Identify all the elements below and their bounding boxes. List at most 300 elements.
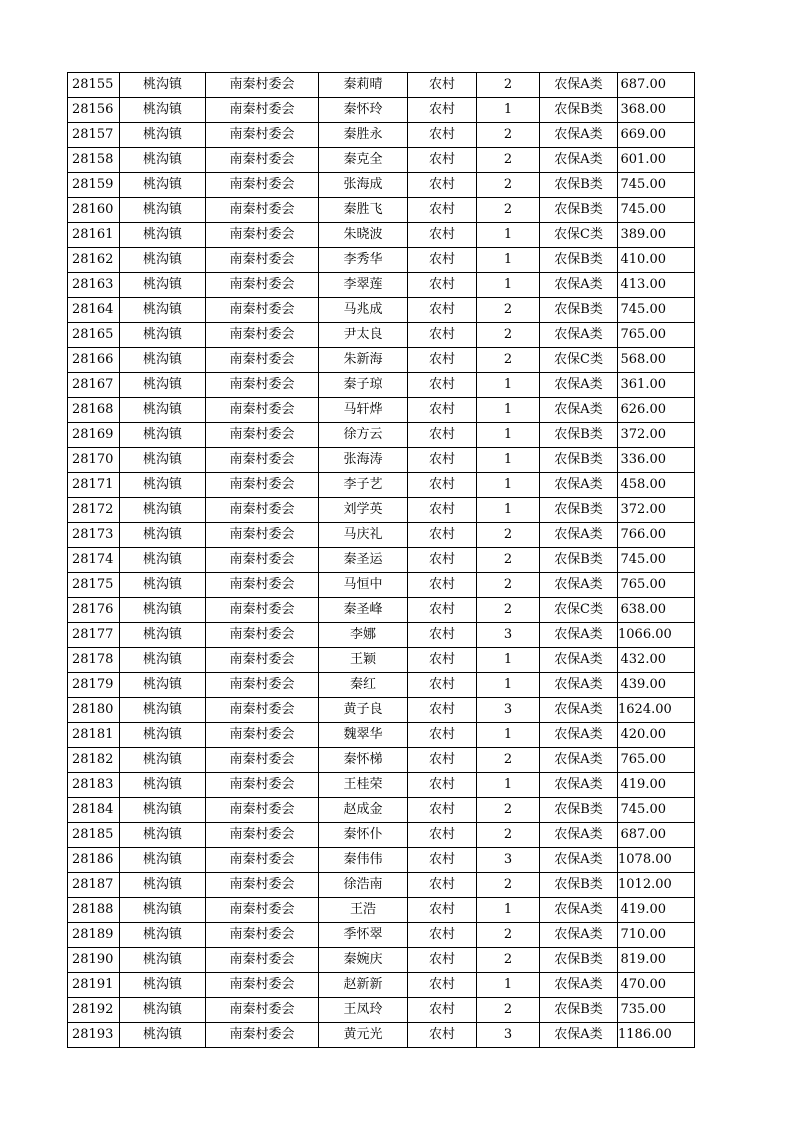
- row-type: 农村: [408, 923, 477, 948]
- row-count: 2: [477, 73, 540, 98]
- row-amount: 745.00: [618, 198, 695, 223]
- row-id: 28170: [68, 448, 120, 473]
- row-count: 2: [477, 598, 540, 623]
- row-name: 秦怀仆: [319, 823, 408, 848]
- row-id: 28183: [68, 773, 120, 798]
- row-amount: 687.00: [618, 823, 695, 848]
- row-id: 28159: [68, 173, 120, 198]
- row-village: 南秦村委会: [206, 573, 319, 598]
- roster-table: [67, 72, 695, 1048]
- row-amount: 819.00: [618, 948, 695, 973]
- row-town: 桃沟镇: [120, 523, 206, 548]
- row-town: 桃沟镇: [120, 398, 206, 423]
- row-town: 桃沟镇: [120, 223, 206, 248]
- row-town: 桃沟镇: [120, 623, 206, 648]
- row-type: 农村: [408, 148, 477, 173]
- row-count: 3: [477, 1023, 540, 1048]
- table-row: [68, 723, 695, 748]
- row-count: 1: [477, 473, 540, 498]
- table-row: [68, 373, 695, 398]
- row-amount: 1012.00: [618, 873, 695, 898]
- row-name: 赵新新: [319, 973, 408, 998]
- row-town: 桃沟镇: [120, 248, 206, 273]
- row-count: 1: [477, 773, 540, 798]
- table-row: [68, 623, 695, 648]
- row-town: 桃沟镇: [120, 898, 206, 923]
- row-type: 农村: [408, 548, 477, 573]
- row-village: 南秦村委会: [206, 423, 319, 448]
- row-amount: 1078.00: [618, 848, 695, 873]
- row-count: 1: [477, 423, 540, 448]
- row-name: 李翠莲: [319, 273, 408, 298]
- row-category: 农保A类: [540, 73, 618, 98]
- row-village: 南秦村委会: [206, 348, 319, 373]
- row-count: 2: [477, 548, 540, 573]
- table-row: [68, 498, 695, 523]
- row-town: 桃沟镇: [120, 698, 206, 723]
- row-count: 1: [477, 648, 540, 673]
- row-amount: 410.00: [618, 248, 695, 273]
- row-type: 农村: [408, 298, 477, 323]
- row-count: 2: [477, 173, 540, 198]
- row-name: 黄元光: [319, 1023, 408, 1048]
- table-row: [68, 448, 695, 473]
- row-town: 桃沟镇: [120, 548, 206, 573]
- row-id: 28191: [68, 973, 120, 998]
- row-town: 桃沟镇: [120, 123, 206, 148]
- row-category: 农保B类: [540, 798, 618, 823]
- row-name: 徐方云: [319, 423, 408, 448]
- row-amount: 638.00: [618, 598, 695, 623]
- row-type: 农村: [408, 398, 477, 423]
- row-village: 南秦村委会: [206, 898, 319, 923]
- row-count: 2: [477, 323, 540, 348]
- table-row: [68, 223, 695, 248]
- row-name: 朱晓波: [319, 223, 408, 248]
- table-row: [68, 973, 695, 998]
- row-category: 农保A类: [540, 698, 618, 723]
- row-name: 马庆礼: [319, 523, 408, 548]
- row-amount: 432.00: [618, 648, 695, 673]
- row-name: 李娜: [319, 623, 408, 648]
- row-count: 2: [477, 298, 540, 323]
- row-type: 农村: [408, 998, 477, 1023]
- row-count: 1: [477, 973, 540, 998]
- row-type: 农村: [408, 823, 477, 848]
- row-category: 农保B类: [540, 548, 618, 573]
- row-name: 秦伟伟: [319, 848, 408, 873]
- row-name: 王颖: [319, 648, 408, 673]
- row-id: 28190: [68, 948, 120, 973]
- row-amount: 626.00: [618, 398, 695, 423]
- row-count: 2: [477, 873, 540, 898]
- row-amount: 765.00: [618, 573, 695, 598]
- row-id: 28158: [68, 148, 120, 173]
- row-name: 王桂荣: [319, 773, 408, 798]
- row-amount: 336.00: [618, 448, 695, 473]
- row-category: 农保B类: [540, 98, 618, 123]
- row-count: 3: [477, 848, 540, 873]
- row-amount: 389.00: [618, 223, 695, 248]
- row-village: 南秦村委会: [206, 873, 319, 898]
- row-type: 农村: [408, 723, 477, 748]
- row-type: 农村: [408, 873, 477, 898]
- row-id: 28192: [68, 998, 120, 1023]
- row-amount: 710.00: [618, 923, 695, 948]
- row-village: 南秦村委会: [206, 623, 319, 648]
- row-type: 农村: [408, 448, 477, 473]
- row-id: 28186: [68, 848, 120, 873]
- row-amount: 1066.00: [618, 623, 695, 648]
- row-count: 1: [477, 498, 540, 523]
- row-town: 桃沟镇: [120, 323, 206, 348]
- table-row: [68, 148, 695, 173]
- table-row: [68, 473, 695, 498]
- row-amount: 420.00: [618, 723, 695, 748]
- table-row: [68, 898, 695, 923]
- row-town: 桃沟镇: [120, 73, 206, 98]
- row-name: 马恒中: [319, 573, 408, 598]
- row-name: 徐浩南: [319, 873, 408, 898]
- row-id: 28177: [68, 623, 120, 648]
- row-name: 尹太良: [319, 323, 408, 348]
- row-village: 南秦村委会: [206, 973, 319, 998]
- row-town: 桃沟镇: [120, 423, 206, 448]
- row-amount: 745.00: [618, 798, 695, 823]
- row-category: 农保A类: [540, 773, 618, 798]
- row-category: 农保A类: [540, 748, 618, 773]
- row-count: 3: [477, 623, 540, 648]
- table-row: [68, 348, 695, 373]
- row-category: 农保A类: [540, 523, 618, 548]
- row-type: 农村: [408, 123, 477, 148]
- row-amount: 470.00: [618, 973, 695, 998]
- row-town: 桃沟镇: [120, 848, 206, 873]
- row-category: 农保A类: [540, 373, 618, 398]
- row-town: 桃沟镇: [120, 348, 206, 373]
- table-row: [68, 598, 695, 623]
- table-row: [68, 173, 695, 198]
- row-count: 1: [477, 898, 540, 923]
- row-amount: 745.00: [618, 548, 695, 573]
- row-village: 南秦村委会: [206, 1023, 319, 1048]
- row-name: 张海成: [319, 173, 408, 198]
- row-village: 南秦村委会: [206, 198, 319, 223]
- row-town: 桃沟镇: [120, 723, 206, 748]
- row-village: 南秦村委会: [206, 98, 319, 123]
- row-count: 1: [477, 673, 540, 698]
- row-id: 28165: [68, 323, 120, 348]
- row-village: 南秦村委会: [206, 948, 319, 973]
- row-count: 2: [477, 748, 540, 773]
- table-row: [68, 673, 695, 698]
- table-row: [68, 848, 695, 873]
- table-row: [68, 523, 695, 548]
- row-amount: 372.00: [618, 423, 695, 448]
- row-amount: 458.00: [618, 473, 695, 498]
- row-village: 南秦村委会: [206, 498, 319, 523]
- table-row: [68, 98, 695, 123]
- row-category: 农保B类: [540, 948, 618, 973]
- table-row: [68, 298, 695, 323]
- table-row: [68, 423, 695, 448]
- row-name: 刘学英: [319, 498, 408, 523]
- row-town: 桃沟镇: [120, 298, 206, 323]
- row-village: 南秦村委会: [206, 798, 319, 823]
- table-row: [68, 648, 695, 673]
- table-row: [68, 998, 695, 1023]
- row-category: 农保C类: [540, 223, 618, 248]
- row-town: 桃沟镇: [120, 948, 206, 973]
- table-row: [68, 248, 695, 273]
- table-row: [68, 873, 695, 898]
- row-id: 28188: [68, 898, 120, 923]
- row-amount: 745.00: [618, 173, 695, 198]
- row-category: 农保A类: [540, 623, 618, 648]
- row-id: 28156: [68, 98, 120, 123]
- row-name: 秦红: [319, 673, 408, 698]
- table-row: [68, 1023, 695, 1048]
- row-category: 农保B类: [540, 173, 618, 198]
- row-name: 李秀华: [319, 248, 408, 273]
- row-type: 农村: [408, 673, 477, 698]
- row-category: 农保B类: [540, 423, 618, 448]
- row-town: 桃沟镇: [120, 573, 206, 598]
- row-village: 南秦村委会: [206, 998, 319, 1023]
- row-amount: 372.00: [618, 498, 695, 523]
- row-type: 农村: [408, 248, 477, 273]
- row-name: 赵成金: [319, 798, 408, 823]
- row-type: 农村: [408, 423, 477, 448]
- row-name: 秦怀梯: [319, 748, 408, 773]
- row-village: 南秦村委会: [206, 673, 319, 698]
- row-village: 南秦村委会: [206, 648, 319, 673]
- row-category: 农保A类: [540, 973, 618, 998]
- row-name: 秦婉庆: [319, 948, 408, 973]
- row-town: 桃沟镇: [120, 448, 206, 473]
- row-town: 桃沟镇: [120, 823, 206, 848]
- row-category: 农保A类: [540, 1023, 618, 1048]
- row-type: 农村: [408, 73, 477, 98]
- row-category: 农保C类: [540, 598, 618, 623]
- row-type: 农村: [408, 348, 477, 373]
- row-name: 马兆成: [319, 298, 408, 323]
- row-amount: 669.00: [618, 123, 695, 148]
- table-row: [68, 823, 695, 848]
- row-type: 农村: [408, 223, 477, 248]
- table-row: [68, 748, 695, 773]
- table-row: [68, 573, 695, 598]
- row-count: 1: [477, 448, 540, 473]
- row-amount: 745.00: [618, 298, 695, 323]
- row-id: 28162: [68, 248, 120, 273]
- row-type: 农村: [408, 748, 477, 773]
- row-count: 2: [477, 998, 540, 1023]
- row-count: 1: [477, 398, 540, 423]
- row-category: 农保B类: [540, 998, 618, 1023]
- row-id: 28175: [68, 573, 120, 598]
- row-village: 南秦村委会: [206, 148, 319, 173]
- row-count: 2: [477, 198, 540, 223]
- row-id: 28182: [68, 748, 120, 773]
- row-name: 朱新海: [319, 348, 408, 373]
- roster-body: [68, 73, 695, 1048]
- row-id: 28172: [68, 498, 120, 523]
- row-category: 农保A类: [540, 473, 618, 498]
- row-id: 28167: [68, 373, 120, 398]
- row-category: 农保A类: [540, 323, 618, 348]
- row-count: 2: [477, 798, 540, 823]
- row-type: 农村: [408, 523, 477, 548]
- row-type: 农村: [408, 98, 477, 123]
- row-category: 农保A类: [540, 273, 618, 298]
- row-name: 王凤玲: [319, 998, 408, 1023]
- row-id: 28184: [68, 798, 120, 823]
- row-town: 桃沟镇: [120, 273, 206, 298]
- row-id: 28164: [68, 298, 120, 323]
- table-row: [68, 548, 695, 573]
- row-type: 农村: [408, 598, 477, 623]
- row-category: 农保A类: [540, 673, 618, 698]
- row-village: 南秦村委会: [206, 923, 319, 948]
- row-amount: 1186.00: [618, 1023, 695, 1048]
- row-amount: 765.00: [618, 323, 695, 348]
- row-amount: 765.00: [618, 748, 695, 773]
- row-name: 秦克全: [319, 148, 408, 173]
- row-id: 28193: [68, 1023, 120, 1048]
- row-count: 1: [477, 223, 540, 248]
- row-id: 28176: [68, 598, 120, 623]
- row-village: 南秦村委会: [206, 123, 319, 148]
- row-count: 1: [477, 98, 540, 123]
- row-type: 农村: [408, 498, 477, 523]
- row-town: 桃沟镇: [120, 973, 206, 998]
- row-id: 28157: [68, 123, 120, 148]
- row-village: 南秦村委会: [206, 173, 319, 198]
- row-category: 农保A类: [540, 823, 618, 848]
- row-name: 马轩烨: [319, 398, 408, 423]
- row-amount: 361.00: [618, 373, 695, 398]
- row-id: 28185: [68, 823, 120, 848]
- row-town: 桃沟镇: [120, 748, 206, 773]
- table-row: [68, 948, 695, 973]
- row-category: 农保B类: [540, 248, 618, 273]
- row-name: 王浩: [319, 898, 408, 923]
- table-row: [68, 73, 695, 98]
- row-count: 2: [477, 348, 540, 373]
- row-type: 农村: [408, 698, 477, 723]
- row-id: 28174: [68, 548, 120, 573]
- row-amount: 419.00: [618, 898, 695, 923]
- row-count: 2: [477, 573, 540, 598]
- row-id: 28169: [68, 423, 120, 448]
- row-amount: 687.00: [618, 73, 695, 98]
- row-type: 农村: [408, 273, 477, 298]
- row-town: 桃沟镇: [120, 648, 206, 673]
- row-id: 28163: [68, 273, 120, 298]
- row-type: 农村: [408, 573, 477, 598]
- row-amount: 568.00: [618, 348, 695, 373]
- row-amount: 368.00: [618, 98, 695, 123]
- row-village: 南秦村委会: [206, 398, 319, 423]
- row-category: 农保B类: [540, 198, 618, 223]
- row-count: 1: [477, 248, 540, 273]
- row-village: 南秦村委会: [206, 748, 319, 773]
- row-category: 农保B类: [540, 298, 618, 323]
- row-village: 南秦村委会: [206, 723, 319, 748]
- row-category: 农保A类: [540, 148, 618, 173]
- row-village: 南秦村委会: [206, 823, 319, 848]
- row-town: 桃沟镇: [120, 373, 206, 398]
- row-town: 桃沟镇: [120, 598, 206, 623]
- row-category: 农保A类: [540, 398, 618, 423]
- row-amount: 735.00: [618, 998, 695, 1023]
- row-amount: 601.00: [618, 148, 695, 173]
- row-village: 南秦村委会: [206, 598, 319, 623]
- row-name: 张海涛: [319, 448, 408, 473]
- row-name: 李子艺: [319, 473, 408, 498]
- row-town: 桃沟镇: [120, 498, 206, 523]
- row-amount: 413.00: [618, 273, 695, 298]
- row-village: 南秦村委会: [206, 298, 319, 323]
- row-town: 桃沟镇: [120, 473, 206, 498]
- row-village: 南秦村委会: [206, 698, 319, 723]
- table-row: [68, 323, 695, 348]
- row-type: 农村: [408, 948, 477, 973]
- row-category: 农保B类: [540, 448, 618, 473]
- row-village: 南秦村委会: [206, 448, 319, 473]
- row-town: 桃沟镇: [120, 198, 206, 223]
- row-town: 桃沟镇: [120, 98, 206, 123]
- row-count: 2: [477, 123, 540, 148]
- row-village: 南秦村委会: [206, 248, 319, 273]
- row-town: 桃沟镇: [120, 998, 206, 1023]
- row-count: 3: [477, 698, 540, 723]
- row-type: 农村: [408, 173, 477, 198]
- row-id: 28168: [68, 398, 120, 423]
- row-village: 南秦村委会: [206, 73, 319, 98]
- row-type: 农村: [408, 898, 477, 923]
- row-name: 秦胜永: [319, 123, 408, 148]
- row-id: 28160: [68, 198, 120, 223]
- row-name: 秦怀玲: [319, 98, 408, 123]
- row-name: 秦圣峰: [319, 598, 408, 623]
- row-name: 黄子良: [319, 698, 408, 723]
- row-name: 秦胜飞: [319, 198, 408, 223]
- row-type: 农村: [408, 848, 477, 873]
- row-town: 桃沟镇: [120, 773, 206, 798]
- row-town: 桃沟镇: [120, 873, 206, 898]
- row-type: 农村: [408, 623, 477, 648]
- row-category: 农保A类: [540, 648, 618, 673]
- row-amount: 1624.00: [618, 698, 695, 723]
- row-id: 28171: [68, 473, 120, 498]
- row-village: 南秦村委会: [206, 323, 319, 348]
- row-count: 1: [477, 373, 540, 398]
- row-count: 2: [477, 523, 540, 548]
- row-count: 2: [477, 148, 540, 173]
- table-row: [68, 273, 695, 298]
- row-village: 南秦村委会: [206, 473, 319, 498]
- row-type: 农村: [408, 798, 477, 823]
- row-category: 农保A类: [540, 848, 618, 873]
- row-village: 南秦村委会: [206, 273, 319, 298]
- row-count: 2: [477, 948, 540, 973]
- row-type: 农村: [408, 648, 477, 673]
- row-type: 农村: [408, 773, 477, 798]
- table-row: [68, 123, 695, 148]
- row-id: 28166: [68, 348, 120, 373]
